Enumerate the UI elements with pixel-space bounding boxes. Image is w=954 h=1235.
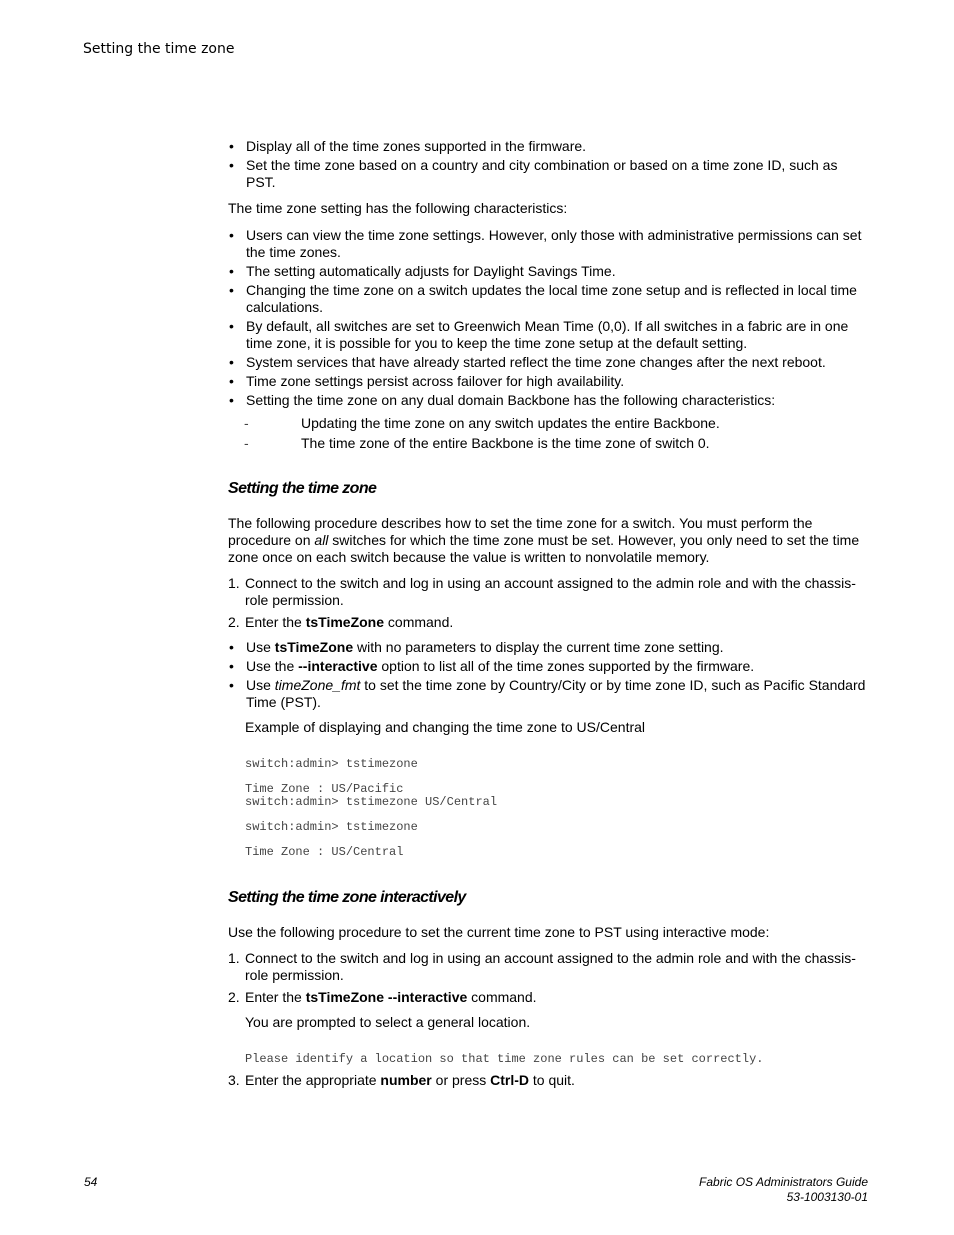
example-caption: Example of displaying and changing the time zone to US/Central — [245, 719, 646, 735]
step-text: command. — [384, 614, 454, 630]
command-name: tsTimeZone — [274, 639, 354, 655]
step-number: 2. — [228, 614, 240, 630]
prompt-code-block — [245, 1053, 868, 1066]
intro-bullet-list — [228, 138, 868, 191]
intro-bullet-1: • Set the time zone based on a country and city combination or based on a time zone ID, such as PST. — [228, 157, 868, 191]
example-code-block — [245, 758, 868, 859]
characteristic-5: • Time zone settings persist across failover for high availability. — [228, 373, 868, 390]
page-number: 54 — [84, 1175, 98, 1189]
step-text: Enter the — [245, 989, 306, 1005]
section2-step-1 — [228, 950, 868, 984]
characteristics-intro: The time zone setting has the following characteristics: — [228, 200, 568, 216]
key-combo: Ctrl-D — [490, 1072, 530, 1088]
code-line-0: switch:admin> tstimezone — [245, 757, 418, 771]
step-number: 3. — [228, 1072, 240, 1088]
key-term: number — [380, 1072, 432, 1088]
characteristic-1: • The setting automatically adjusts for Daylight Savings Time. — [228, 263, 868, 280]
book-title: Fabric OS Administrators Guide — [699, 1175, 868, 1189]
step-text: Connect to the switch and log in using an account assigned to the admin role and with the chassis-role permission. — [245, 950, 856, 983]
step-text: Connect to the switch and log in using an account assigned to the admin role and with the chassis-role permission. — [245, 575, 856, 608]
characteristic-0: • Users can view the time zone settings. However, only those with administrative permissions can set the time zones. — [228, 227, 868, 261]
code-line-1: Time Zone : US/Pacific switch:admin> tstimezone US/Central — [245, 782, 498, 809]
characteristics-list — [228, 227, 868, 409]
step-number: 2. — [228, 989, 240, 1005]
section2-steps — [228, 950, 868, 1006]
option-text: Use — [246, 677, 275, 693]
step-text: or press — [431, 1072, 491, 1088]
section2-step-3 — [228, 1072, 868, 1089]
option-text: Use the — [246, 658, 299, 674]
step-text: to quit. — [529, 1072, 575, 1088]
backbone-sublist — [228, 415, 868, 452]
step-text: Enter the — [245, 614, 306, 630]
option-text: with no parameters to display the current time zone setting. — [353, 639, 724, 655]
characteristic-3: • By default, all switches are set to Greenwich Mean Time (0,0). If all switches in a fabric are in one time zone, it is possible for you to keep the time zone setup at the default setting. — [228, 318, 868, 352]
tstimezone-options-list — [228, 639, 868, 711]
option-text: to set the time zone by Country/City or by time zone ID, such as Pacific Standard Time (PST). — [246, 677, 866, 710]
intro-bullet-0: • Display all of the time zones supported in the firmware. — [228, 138, 868, 155]
section2-step-2 — [228, 989, 868, 1006]
characteristic-2: • Changing the time zone on a switch updates the local time zone setup and is reflected in local time calculations. — [228, 282, 868, 316]
option-item-0 — [228, 639, 868, 656]
section-heading-set-time-zone: Setting the time zone — [228, 480, 377, 497]
backbone-item-1: - The time zone of the entire Backbone is the time zone of switch 0. — [228, 435, 868, 452]
prompt-note: You are prompted to select a general location. — [245, 1014, 531, 1030]
command-name: tsTimeZone --interactive — [305, 989, 468, 1005]
para-text-b: switches for which the time zone must be set. However, you only need to set the time zone once on each switch because the value is written to nonvolatile memory. — [228, 532, 860, 565]
para-emphasis: all — [314, 532, 329, 548]
step-text: command. — [467, 989, 537, 1005]
characteristic-6: • Setting the time zone on any dual domain Backbone has the following characteristics: — [228, 392, 868, 409]
parameter-name: timeZone_fmt — [274, 677, 361, 693]
code-line-2: switch:admin> tstimezone — [245, 820, 418, 834]
backbone-item-0: - Updating the time zone on any switch updates the entire Backbone. — [228, 415, 868, 432]
option-item-1 — [228, 658, 868, 675]
section1-step-2 — [228, 614, 868, 631]
step-number: 1. — [228, 950, 240, 966]
command-option: --interactive — [298, 658, 378, 674]
option-text: option to list all of the time zones supported by the firmware. — [377, 658, 755, 674]
section1-steps — [228, 575, 868, 631]
section1-step-1 — [228, 575, 868, 609]
doc-number: 53-1003130-01 — [786, 1190, 868, 1204]
option-item-2 — [228, 677, 868, 711]
footer-doc-info — [699, 1175, 868, 1205]
section2-steps-continued — [228, 1072, 868, 1089]
running-header: Setting the time zone — [83, 41, 235, 57]
characteristic-4: • System services that have already started reflect the time zone changes after the next reboot. — [228, 354, 868, 371]
page-body — [228, 138, 868, 1094]
section2-intro: Use the following procedure to set the current time zone to PST using interactive mode: — [228, 924, 770, 940]
option-text: Use — [246, 639, 275, 655]
para-text-a: The following procedure describes how to set the time zone for a switch. You must perform the procedure on — [228, 515, 813, 548]
command-name: tsTimeZone — [305, 614, 385, 630]
prompt-code-line: Please identify a location so that time zone rules can be set correctly. — [245, 1052, 764, 1066]
section-heading-interactive: Setting the time zone interactively — [228, 889, 466, 906]
step-text: Enter the appropriate — [245, 1072, 381, 1088]
step-number: 1. — [228, 575, 240, 591]
section1-paragraph — [228, 515, 868, 566]
code-line-3: Time Zone : US/Central — [245, 845, 404, 859]
